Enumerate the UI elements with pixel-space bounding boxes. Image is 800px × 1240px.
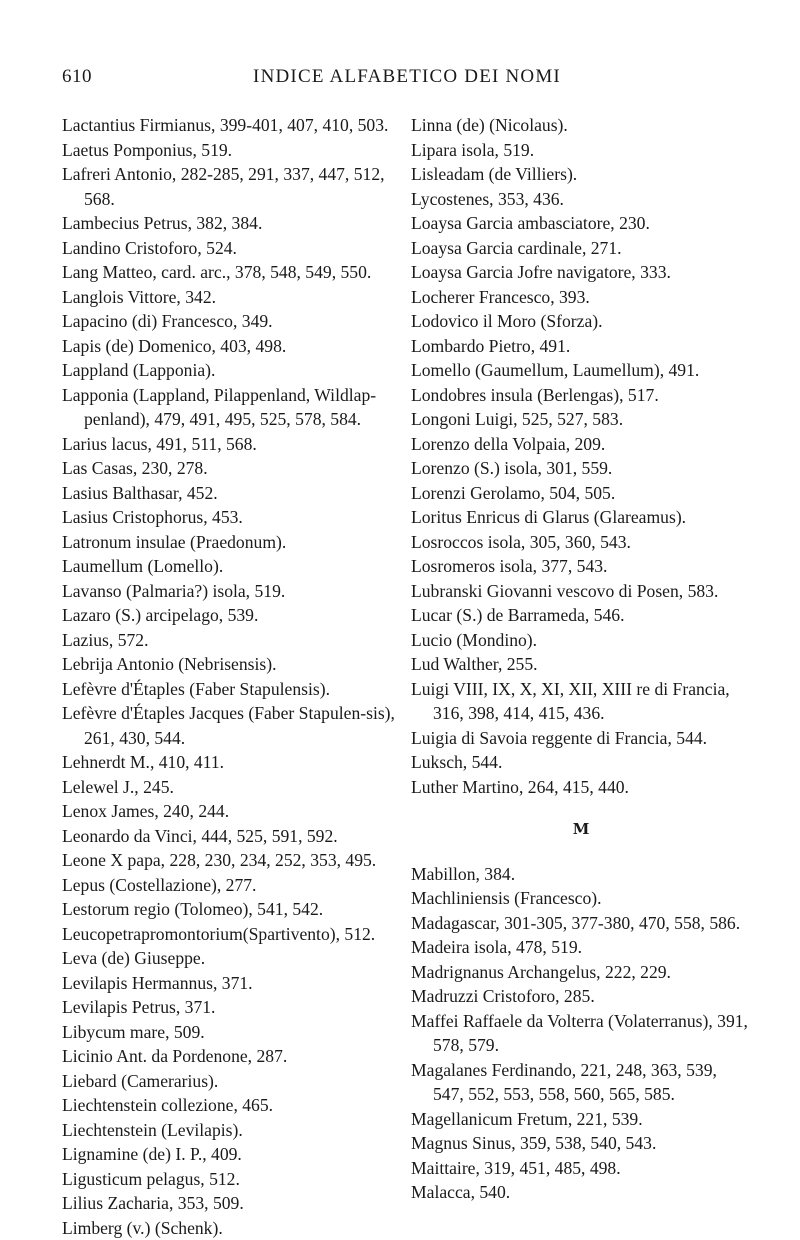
index-entry: Lefèvre d'Étaples Jacques (Faber Stapulen-sis), 261, 430, 544.: [62, 701, 402, 750]
page-number: 610: [62, 66, 92, 88]
index-entry: Lilius Zacharia, 353, 509.: [62, 1191, 402, 1216]
index-entry: Madruzzi Cristoforo, 285.: [411, 984, 751, 1009]
index-entry: Leone X papa, 228, 230, 234, 252, 353, 495.: [62, 848, 402, 873]
section-letter-m: M: [411, 817, 751, 842]
index-entry: Licinio Ant. da Pordenone, 287.: [62, 1044, 402, 1069]
index-entry: Machliniensis (Francesco).: [411, 886, 751, 911]
index-entry: Leva (de) Giuseppe.: [62, 946, 402, 971]
index-entry: Lenox James, 240, 244.: [62, 799, 402, 824]
index-entry: Magnus Sinus, 359, 538, 540, 543.: [411, 1131, 751, 1156]
index-entry: Lucar (S.) de Barrameda, 546.: [411, 603, 751, 628]
index-entry: Liebard (Camerarius).: [62, 1069, 402, 1094]
index-entry: Lefèvre d'Étaples (Faber Stapulensis).: [62, 677, 402, 702]
index-entry: Las Casas, 230, 278.: [62, 456, 402, 481]
index-entry: Langlois Vittore, 342.: [62, 285, 402, 310]
index-entry: Lud Walther, 255.: [411, 652, 751, 677]
index-entry: Luigia di Savoia reggente di Francia, 544.: [411, 726, 751, 751]
index-entry: Losromeros isola, 377, 543.: [411, 554, 751, 579]
index-entry: Lomello (Gaumellum, Laumellum), 491.: [411, 358, 751, 383]
index-entry: Lombardo Pietro, 491.: [411, 334, 751, 359]
index-entry: Lavanso (Palmaria?) isola, 519.: [62, 579, 402, 604]
index-entry: Lubranski Giovanni vescovo di Posen, 583.: [411, 579, 751, 604]
index-entry: Lepus (Costellazione), 277.: [62, 873, 402, 898]
index-entry: Lucio (Mondino).: [411, 628, 751, 653]
index-entry: Londobres insula (Berlengas), 517.: [411, 383, 751, 408]
index-column-left: [62, 113, 402, 1240]
index-entry: Lafreri Antonio, 282-285, 291, 337, 447, 512, 568.: [62, 162, 402, 211]
index-entry: Luigi VIII, IX, X, XI, XII, XIII re di Francia, 316, 398, 414, 415, 436.: [411, 677, 751, 726]
index-entry: Liechtenstein (Levilapis).: [62, 1118, 402, 1143]
index-entry: Lestorum regio (Tolomeo), 541, 542.: [62, 897, 402, 922]
index-entry: Madeira isola, 478, 519.: [411, 935, 751, 960]
index-entry: Leonardo da Vinci, 444, 525, 591, 592.: [62, 824, 402, 849]
index-entries-l: [411, 113, 751, 799]
index-entry: Lebrija Antonio (Nebrisensis).: [62, 652, 402, 677]
index-entry: Lycostenes, 353, 436.: [411, 187, 751, 212]
index-entry: Lorenzo (S.) isola, 301, 559.: [411, 456, 751, 481]
index-entry: Lappland (Lapponia).: [62, 358, 402, 383]
index-entry: Leucopetrapromontorium(Spartivento), 512.: [62, 922, 402, 947]
index-entry: Madrignanus Archangelus, 222, 229.: [411, 960, 751, 985]
index-entry: Lodovico il Moro (Sforza).: [411, 309, 751, 334]
index-entry: Mabillon, 384.: [411, 862, 751, 887]
index-entry: Ligusticum pelagus, 512.: [62, 1167, 402, 1192]
index-entry: Liechtenstein collezione, 465.: [62, 1093, 402, 1118]
index-entry: Losroccos isola, 305, 360, 543.: [411, 530, 751, 555]
index-entry: Lang Matteo, card. arc., 378, 548, 549, 550.: [62, 260, 402, 285]
index-entry: Laumellum (Lomello).: [62, 554, 402, 579]
index-entry: Lelewel J., 245.: [62, 775, 402, 800]
index-entry: Luther Martino, 264, 415, 440.: [411, 775, 751, 800]
index-entry: Laetus Pomponius, 519.: [62, 138, 402, 163]
index-entry: Lipara isola, 519.: [411, 138, 751, 163]
index-entry: Magellanicum Fretum, 221, 539.: [411, 1107, 751, 1132]
index-entry: Madagascar, 301-305, 377-380, 470, 558, 586.: [411, 911, 751, 936]
index-entry: Limberg (v.) (Schenk).: [62, 1216, 402, 1240]
index-entry: Loaysa Garcia ambasciatore, 230.: [411, 211, 751, 236]
index-entry: Locherer Francesco, 393.: [411, 285, 751, 310]
index-entry: Lasius Balthasar, 452.: [62, 481, 402, 506]
index-entry: Lignamine (de) I. P., 409.: [62, 1142, 402, 1167]
index-entry: Maittaire, 319, 451, 485, 498.: [411, 1156, 751, 1181]
index-entry: Magalanes Ferdinando, 221, 248, 363, 539, 547, 552, 553, 558, 560, 565, 585.: [411, 1058, 751, 1107]
page-title: INDICE ALFABETICO DEI NOMI: [62, 66, 752, 88]
index-entry: Lorenzi Gerolamo, 504, 505.: [411, 481, 751, 506]
index-entry: Linna (de) (Nicolaus).: [411, 113, 751, 138]
index-entry: Lasius Cristophorus, 453.: [62, 505, 402, 530]
index-entry: Lapponia (Lappland, Pilappenland, Wildlap-penland), 479, 491, 495, 525, 578, 584.: [62, 383, 402, 432]
index-entries-m: [411, 862, 751, 1205]
index-entry: Longoni Luigi, 525, 527, 583.: [411, 407, 751, 432]
index-entry: Lapacino (di) Francesco, 349.: [62, 309, 402, 334]
index-entry: Libycum mare, 509.: [62, 1020, 402, 1045]
index-entry: Lazius, 572.: [62, 628, 402, 653]
index-entry: Lambecius Petrus, 382, 384.: [62, 211, 402, 236]
index-entry: Lazaro (S.) arcipelago, 539.: [62, 603, 402, 628]
index-entry: Loaysa Garcia Jofre navigatore, 333.: [411, 260, 751, 285]
index-entry: Levilapis Petrus, 371.: [62, 995, 402, 1020]
index-entry: Lehnerdt M., 410, 411.: [62, 750, 402, 775]
index-entry: Luksch, 544.: [411, 750, 751, 775]
index-entry: Lisleadam (de Villiers).: [411, 162, 751, 187]
index-entry: Maffei Raffaele da Volterra (Volaterranus), 391, 578, 579.: [411, 1009, 751, 1058]
index-entry: Larius lacus, 491, 511, 568.: [62, 432, 402, 457]
index-entry: Loaysa Garcia cardinale, 271.: [411, 236, 751, 261]
index-entry: Latronum insulae (Praedonum).: [62, 530, 402, 555]
index-entry: Levilapis Hermannus, 371.: [62, 971, 402, 996]
index-entry: Malacca, 540.: [411, 1180, 751, 1205]
index-column-right: [411, 113, 751, 1205]
index-entry: Lorenzo della Volpaia, 209.: [411, 432, 751, 457]
index-entry: Lactantius Firmianus, 399-401, 407, 410, 503.: [62, 113, 402, 138]
page-header: [62, 66, 752, 96]
index-entry: Loritus Enricus di Glarus (Glareamus).: [411, 505, 751, 530]
index-entry: Lapis (de) Domenico, 403, 498.: [62, 334, 402, 359]
index-entry: Landino Cristoforo, 524.: [62, 236, 402, 261]
